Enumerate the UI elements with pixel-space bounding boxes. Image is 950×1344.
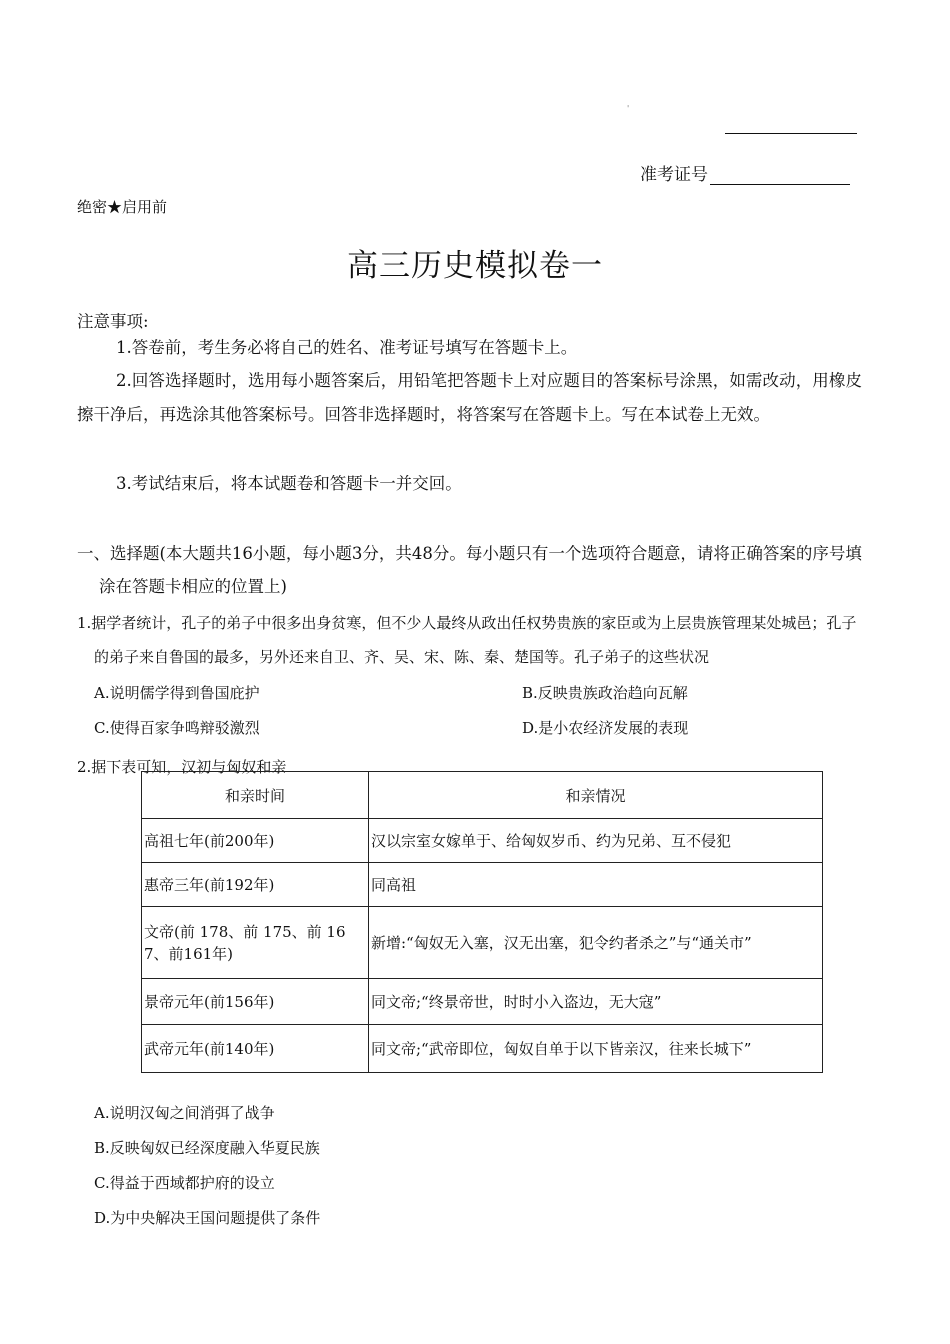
note-item: 2.回答选择题时，选用每小题答案后，用铅笔把答题卡上对应题目的答案标号涂黑，如需改动，用橡皮擦干净后，再选涂其他答案标号。回答非选择题时，将答案写在答题卡上。写在本试卷上无效。 [77, 371, 862, 424]
question-2-stem: 2.据下表可知，汉初与匈奴和亲 [77, 758, 287, 776]
question-1-option-c: C.使得百家争鸣辩驳激烈 [94, 719, 260, 737]
tick-mark: ' [627, 104, 630, 113]
table-cell-time: 高祖七年(前200年) [142, 819, 369, 863]
question-1-option-a: A.说明儒学得到鲁国庇护 [94, 684, 260, 702]
heqin-table [141, 771, 823, 1073]
table-header-time: 和亲时间 [142, 772, 369, 819]
table-cell-time: 惠帝三年(前192年) [142, 863, 369, 907]
table-cell-situation: 同文帝;“武帝即位，匈奴自单于以下皆亲汉，往来长城下” [369, 1025, 823, 1073]
question-1-option-d: D.是小农经济发展的表现 [522, 719, 689, 737]
notes-heading: 注意事项: [77, 312, 149, 331]
section-heading: 一、选择题(本大题共16小题，每小题3分，共48分。每小题只有一个选项符合题意，请将正确答案的序号填涂在答题卡相应的位置上) [77, 544, 862, 596]
exam-number-label: 准考证号 [640, 165, 708, 185]
table-row [142, 819, 823, 863]
table-cell-situation: 新增:“匈奴无入塞，汉无出塞，犯令约者杀之”与“通关市” [369, 907, 823, 979]
exam-number-field [640, 160, 850, 185]
table-header-row [142, 772, 823, 819]
table-cell-time: 景帝元年(前156年) [142, 979, 369, 1025]
table-cell-time: 武帝元年(前140年) [142, 1025, 369, 1073]
table-row [142, 907, 823, 979]
table-cell-time: 文帝(前 178、前 175、前 167、前161年) [142, 907, 369, 979]
question-2-option-b: B.反映匈奴已经深度融入华夏民族 [94, 1139, 320, 1157]
note-item: 3.考试结束后，将本试题卷和答题卡一并交回。 [116, 474, 462, 493]
secret-label: 绝密★启用前 [77, 198, 168, 216]
question-2-option-a: A.说明汉匈之间消弭了战争 [94, 1104, 275, 1122]
name-blank-line [725, 133, 857, 134]
table-cell-situation: 同高祖 [369, 863, 823, 907]
table-header-situation: 和亲情况 [369, 772, 823, 819]
question-1-option-b: B.反映贵族政治趋向瓦解 [522, 684, 688, 702]
table-row [142, 863, 823, 907]
table-row [142, 1025, 823, 1073]
table-row [142, 979, 823, 1025]
table-cell-situation: 同文帝;“终景帝世，时时小入盗边，无大寇” [369, 979, 823, 1025]
question-2-option-d: D.为中央解决王国问题提供了条件 [94, 1209, 321, 1227]
exam-number-blank [710, 164, 850, 185]
note-item: 1.答卷前，考生务必将自己的姓名、准考证号填写在答题卡上。 [116, 338, 578, 357]
page-title: 高三历史模拟卷一 [347, 248, 603, 284]
table-cell-situation: 汉以宗室女嫁单于、给匈奴岁币、约为兄弟、互不侵犯 [369, 819, 823, 863]
question-2-option-c: C.得益于西域都护府的设立 [94, 1174, 275, 1192]
question-1-stem: 1.据学者统计，孔子的弟子中很多出身贫寒，但不少人最终从政出任权势贵族的家臣或为上层贵族管理某处城邑；孔子的弟子来自鲁国的最多，另外还来自卫、齐、吴、宋、陈、秦、楚国等。孔子弟子的这些状况 [77, 614, 857, 666]
